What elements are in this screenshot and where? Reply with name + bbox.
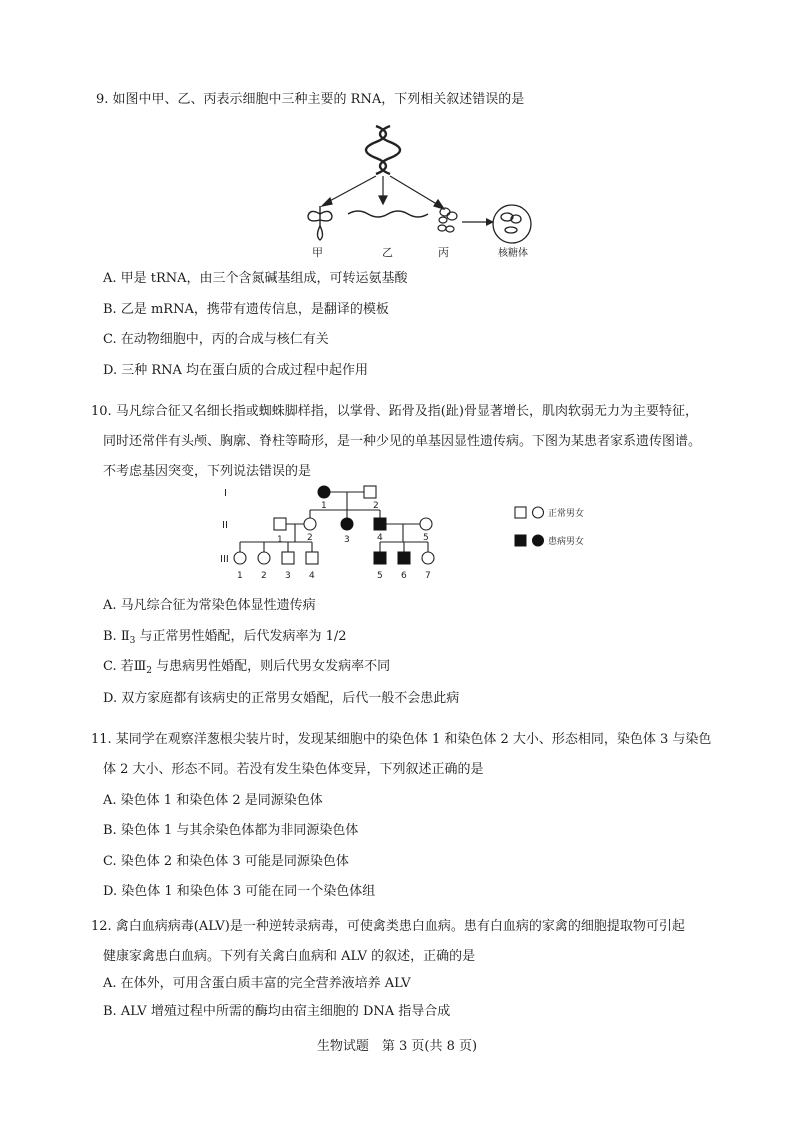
gen-label-iii: III bbox=[220, 554, 229, 565]
q9-option-d: D. 三种 RNA 均在蛋白质的合成过程中起作用 bbox=[103, 363, 369, 378]
label-yi: 乙 bbox=[382, 246, 393, 259]
ii-5-normal-female bbox=[420, 518, 432, 530]
q10-option-c bbox=[103, 658, 390, 680]
gen-label-ii: II bbox=[222, 520, 228, 531]
iii-2-normal-female bbox=[258, 552, 270, 564]
i-2-label: 2 bbox=[373, 501, 379, 511]
i-2-normal-male bbox=[364, 486, 376, 498]
rna-figure bbox=[290, 118, 560, 268]
ii-1-normal-male bbox=[274, 518, 286, 530]
iii-7-label: 7 bbox=[425, 571, 431, 581]
ii-4-label: 4 bbox=[377, 533, 383, 543]
q10-option-c-pre: C. 若Ⅲ bbox=[103, 659, 147, 674]
label-bing: 丙 bbox=[438, 246, 449, 259]
iii-4-normal-male bbox=[306, 552, 318, 564]
legend-affected-female-icon bbox=[533, 535, 544, 546]
q9-option-a: A. 甲是 tRNA，由三个含氮碱基组成，可转运氨基酸 bbox=[103, 271, 408, 286]
iii-3-label: 3 bbox=[285, 571, 291, 581]
legend-normal-female-icon bbox=[533, 507, 544, 518]
label-jia: 甲 bbox=[312, 246, 323, 259]
trna-cloverleaf-icon bbox=[308, 206, 332, 240]
q11-stem-line1: 11. 某同学在观察洋葱根尖装片时，发现某细胞中的染色体 1 和染色体 2 大小、形态相同，染色体 3 与染色 bbox=[91, 732, 712, 747]
q10-stem-line1: 10. 马凡综合征又名细长指或蜘蛛脚样指，以掌骨、跖骨及指(趾)骨显著增长，肌肉软弱无力为主要特征， bbox=[91, 404, 698, 419]
q9-option-c: C. 在动物细胞中，丙的合成与核仁有关 bbox=[103, 332, 329, 347]
iii-5-label: 5 bbox=[377, 571, 383, 581]
ii-3-label: 3 bbox=[344, 535, 350, 545]
q11-stem-line2: 体 2 大小、形态不同。若没有发生染色体变异，下列叙述正确的是 bbox=[103, 762, 484, 777]
q12-stem-line1: 12. 禽白血病病毒(ALV)是一种逆转录病毒，可使禽类患白血病。患有白血病的家禽的细胞提取物可引起 bbox=[91, 919, 685, 934]
legend-normal-male-icon bbox=[515, 507, 526, 518]
q10-stem-line3: 不考虑基因突变，下列说法错误的是 bbox=[103, 464, 312, 479]
q10-option-c-sub: 2 bbox=[146, 666, 153, 676]
q12-option-a: A. 在体外，可用含蛋白质丰富的完全营养液培养 ALV bbox=[103, 976, 411, 991]
ii-4-affected-male bbox=[374, 518, 386, 530]
ii-3-affected-female bbox=[341, 518, 353, 530]
ribosome-icon bbox=[493, 205, 531, 243]
iii-6-affected-male bbox=[398, 552, 410, 564]
q10-option-b-sub: 3 bbox=[129, 636, 136, 646]
q10-option-b-pre: B. Ⅱ bbox=[103, 629, 130, 644]
legend-affected-male-icon bbox=[515, 535, 526, 546]
q10-option-a: A. 马凡综合征为常染色体显性遗传病 bbox=[103, 598, 316, 613]
q11-option-b: B. 染色体 1 与其余染色体都为非同源染色体 bbox=[103, 823, 359, 838]
q10-stem-line2: 同时还常伴有头颅、胸廓、脊柱等畸形，是一种少见的单基因显性遗传病。下图为某患者家系遗传图谱。 bbox=[103, 434, 702, 449]
q10-option-c-post: 与患病男性婚配，则后代男女发病率不同 bbox=[152, 659, 391, 674]
ii-1-label: 1 bbox=[277, 535, 283, 545]
page-footer: 生物试题 第 3 页(共 8 页) bbox=[316, 1039, 478, 1054]
i-1-affected-female bbox=[318, 486, 330, 498]
ii-5-label: 5 bbox=[423, 533, 429, 543]
pedigree-chart bbox=[210, 480, 600, 590]
gen-label-i: I bbox=[224, 488, 227, 499]
rrna-icon bbox=[438, 208, 457, 232]
q9-stem: 9. 如图中甲、乙、丙表示细胞中三种主要的 RNA，下列相关叙述错误的是 bbox=[96, 92, 525, 107]
i-1-label: 1 bbox=[321, 501, 327, 511]
ii-2-label: 2 bbox=[307, 533, 313, 543]
ii-2-normal-female bbox=[304, 518, 316, 530]
iii-7-normal-female bbox=[422, 552, 434, 564]
q11-option-d: D. 染色体 1 和染色体 3 可能在同一个染色体组 bbox=[103, 884, 376, 899]
iii-1-label: 1 bbox=[237, 571, 243, 581]
legend-normal-label: 正常男女 bbox=[548, 509, 585, 519]
q10-option-b bbox=[103, 628, 347, 650]
dna-double-helix-icon bbox=[366, 126, 400, 174]
q10-option-d: D. 双方家庭都有该病史的正常男女婚配，后代一般不会患此病 bbox=[103, 691, 460, 706]
q11-option-c: C. 染色体 2 和染色体 3 可能是同源染色体 bbox=[103, 854, 349, 869]
mrna-strand-icon bbox=[348, 211, 428, 217]
label-ribosome: 核糖体 bbox=[498, 248, 528, 259]
iii-4-label: 4 bbox=[309, 571, 315, 581]
iii-3-normal-male bbox=[282, 552, 294, 564]
q11-option-a: A. 染色体 1 和染色体 2 是同源染色体 bbox=[103, 793, 323, 808]
q9-option-b: B. 乙是 mRNA，携带有遗传信息，是翻译的模板 bbox=[103, 302, 389, 317]
iii-6-label: 6 bbox=[401, 571, 407, 581]
q12-stem-line2: 健康家禽患白血病。下列有关禽白血病和 ALV 的叙述，正确的是 bbox=[103, 949, 476, 964]
iii-1-normal-female bbox=[234, 552, 246, 564]
iii-2-label: 2 bbox=[261, 571, 267, 581]
q12-option-b: B. ALV 增殖过程中所需的酶均由宿主细胞的 DNA 指导合成 bbox=[103, 1004, 451, 1019]
q10-option-b-post: 与正常男性婚配，后代发病率为 1/2 bbox=[135, 629, 347, 644]
iii-5-affected-male bbox=[374, 552, 386, 564]
legend-affected-label: 患病男女 bbox=[548, 537, 585, 547]
